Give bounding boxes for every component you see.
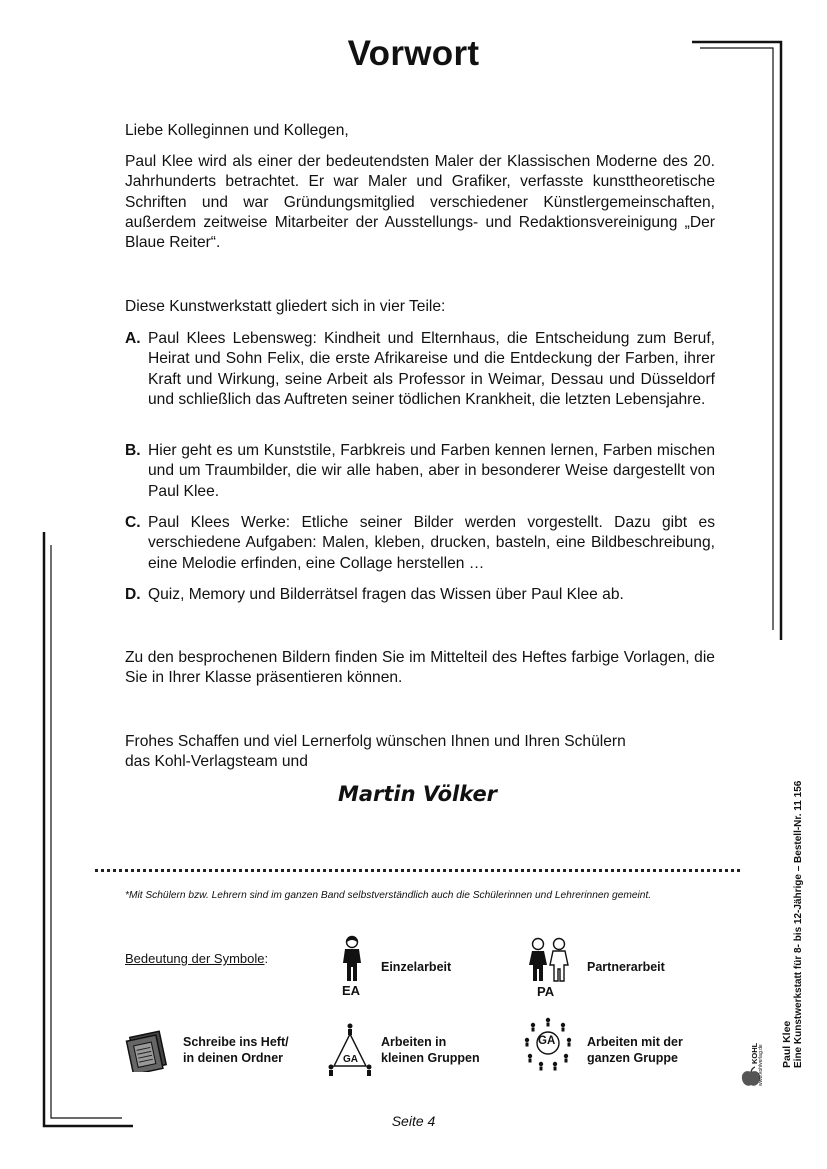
parts-intro: Diese Kunstwerkstatt gliedert sich in vier Teile: — [125, 298, 446, 315]
page-number: Seite 4 — [391, 1113, 436, 1129]
legend-title — [125, 951, 268, 966]
part-letter: A. — [125, 330, 141, 347]
part-c — [125, 513, 715, 574]
ganz-label — [587, 1034, 683, 1066]
publisher-website: www.kohlverlag.de — [758, 1044, 764, 1086]
side-subtitle: Eine Kunstwerkstatt für 8- bis 12-Jährige – Bestell-Nr. 11 156 — [793, 780, 804, 1068]
templates-paragraph: Zu den besprochenen Bildern finden Sie im Mittelteil des Heftes farbige Vorlagen, die Sie in Ihrer Klasse präsentieren können. — [125, 649, 715, 687]
closing-line-2: das Kohl-Verlagsteam und — [125, 753, 308, 770]
part-text: Paul Klees Werke: Etliche seiner Bilder werden vorgestellt. Dazu gibt es verschiedene Aufgaben: Malen, kleben, drucken, basteln, eine Bildbeschreibung, eine Melodie erfinden, eine Collage herstellen … — [148, 514, 715, 572]
part-text: Hier geht es um Kunststile, Farbkreis und Farben kennen lernen, Farben mischen und um Traumbilder, die wir alle haben, aber in besonderer Weise dargestellt von Paul Klee. — [148, 442, 715, 500]
heft-label — [183, 1034, 289, 1066]
part-letter: D. — [125, 586, 141, 603]
page-title: Vorwort — [347, 34, 480, 73]
signature: Martin Völker — [337, 782, 498, 806]
ganz-label-line-1: Arbeiten mit der — [587, 1035, 683, 1049]
klein-label — [381, 1034, 480, 1066]
partner-code: PA — [537, 984, 555, 999]
dotted-divider — [95, 869, 740, 872]
side-title: Paul Klee — [781, 1020, 793, 1068]
greeting: Liebe Kolleginnen und Kollegen, — [125, 122, 349, 139]
part-letter: B. — [125, 442, 141, 459]
part-text: Quiz, Memory und Bilderrätsel fragen das Wissen über Paul Klee ab. — [148, 586, 624, 603]
part-a — [125, 329, 715, 410]
notebook-icon — [125, 1030, 171, 1072]
klein-label-line-1: Arbeiten in — [381, 1035, 447, 1049]
intro-paragraph: Paul Klee wird als einer der bedeutendsten Maler der Klassischen Moderne des 20. Jahrhunderts betrachtet. Er war Maler und Grafiker, verfasste kunsttheoretische Schriften und war Gründungsmitglied verschiedener Künstlergemeinschaften, außerdem zeitweise Mitarbeiter der Ausstellungs- und Redaktionsvereinigung „Der Blaue Reiter“. — [125, 153, 715, 252]
side-info — [781, 688, 805, 1068]
publisher-logo — [740, 1020, 766, 1090]
heft-label-line-1: Schreibe ins Heft/ — [183, 1035, 289, 1049]
partner-label: Partnerarbeit — [587, 960, 665, 974]
closing-line-1: Frohes Schaffen und viel Lernerfolg wünschen Ihnen und Ihren Schülern — [125, 733, 626, 750]
klein-label-line-2: kleinen Gruppen — [381, 1051, 480, 1065]
einzel-code: EA — [342, 983, 361, 998]
legend-title-colon: : — [264, 951, 269, 966]
part-letter: C. — [125, 514, 141, 531]
ganz-label-line-2: ganzen Gruppe — [587, 1051, 678, 1065]
whole-group-code: GA — [538, 1035, 556, 1047]
footnote: *Mit Schülern bzw. Lehrern sind im ganzen Band selbstverständlich auch die Schülerinnen und Lehrerinnen gemeint. — [125, 890, 652, 901]
part-d — [125, 585, 715, 605]
small-group-icon — [326, 1022, 374, 1078]
two-persons-icon — [527, 937, 571, 983]
einzel-label: Einzelarbeit — [381, 960, 452, 974]
part-text: Paul Klees Lebensweg: Kindheit und Elternhaus, die Entscheidung zum Beruf, Heirat und Sohn Felix, die erste Afrikareise und die Entdeckung der Farben, ihrer Kraft und Wirkung, seine Arbeit als Professor in Weimar, Dessau und Düsseldorf und schließlich das Auftreten seiner tödlichen Krankheit, die letzten Lebensjahre. — [148, 330, 715, 408]
heft-label-line-2: in deinen Ordner — [183, 1051, 284, 1065]
small-group-code: GA — [343, 1054, 358, 1065]
publisher-name: KOHL — [750, 1042, 759, 1064]
part-b — [125, 441, 715, 502]
legend-title-text: Bedeutung der Symbole — [125, 951, 265, 966]
single-person-icon — [339, 935, 365, 983]
